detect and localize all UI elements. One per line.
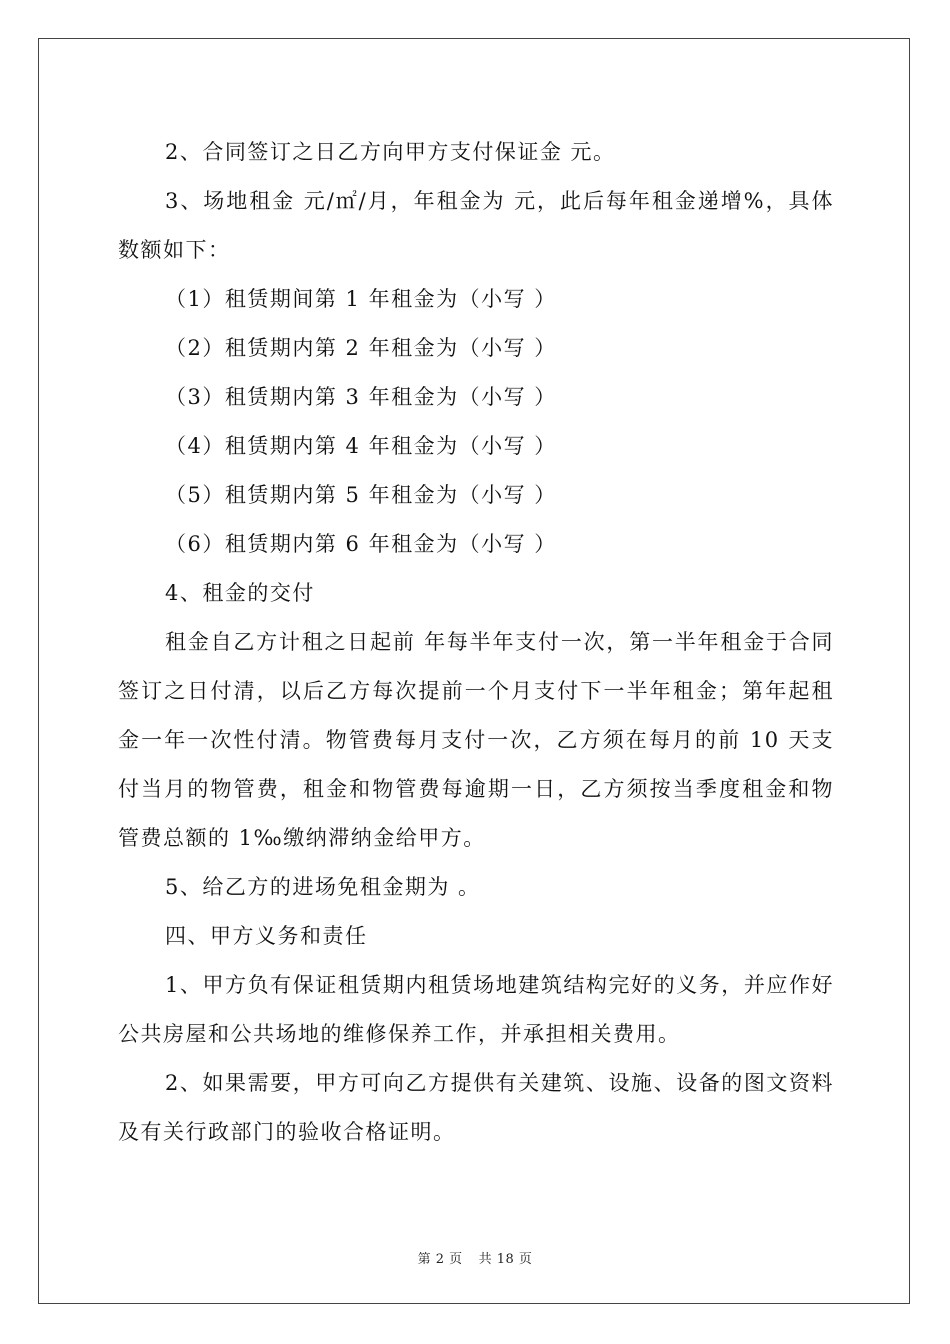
- list-item-year-2: （2）租赁期内第 2 年租金为（小写 ）: [165, 336, 557, 360]
- paragraph-party-a-duty-1: 1、甲方负有保证租赁期内租赁场地建筑结构完好的义务，并应作好公共房屋和公共场地的维修保养工作，并承担相关费用。: [118, 973, 834, 1046]
- list-item-year-6: （6）租赁期内第 6 年租金为（小写 ）: [165, 532, 557, 556]
- paragraph-rent-payment-terms: 租金自乙方计租之日起前 年每半年支付一次，第一半年租金于合同签订之日付清，以后乙方每次提前一个月支付下一半年租金；第年起租金一年一次性付清。物管费每月支付一次，乙方须在每月的前 10 天支付当月的物管费，租金和物管费每逾期一日，乙方须按当季度租金和物管费总额的 1‰缴纳滞纳金给甲方。: [118, 630, 834, 850]
- document-body: [118, 128, 834, 1157]
- page-footer: [0, 1248, 950, 1267]
- list-item-year-5: （5）租赁期内第 5 年租金为（小写 ）: [165, 483, 557, 507]
- section-heading-rent-payment: 4、租金的交付: [165, 581, 315, 605]
- paragraph-rent-rate: 3、场地租金 元/㎡/月，年租金为 元，此后每年租金递增%，具体数额如下：: [118, 189, 834, 262]
- list-item-year-3: （3）租赁期内第 3 年租金为（小写 ）: [165, 385, 557, 409]
- paragraph-deposit: 2、合同签订之日乙方向甲方支付保证金 元。: [165, 140, 616, 164]
- paragraph-party-a-duty-2: 2、如果需要，甲方可向乙方提供有关建筑、设施、设备的图文资料及有关行政部门的验收合格证明。: [118, 1071, 834, 1144]
- list-item-year-1: （1）租赁期间第 1 年租金为（小写 ）: [165, 287, 557, 311]
- page-total: 共 18 页: [478, 1252, 533, 1267]
- section-heading-party-a-duties: 四、甲方义务和责任: [165, 924, 368, 948]
- page-number: 第 2 页: [417, 1252, 463, 1267]
- list-item-year-4: （4）租赁期内第 4 年租金为（小写 ）: [165, 434, 557, 458]
- paragraph-rent-free-period: 5、给乙方的进场免租金期为 。: [165, 875, 481, 899]
